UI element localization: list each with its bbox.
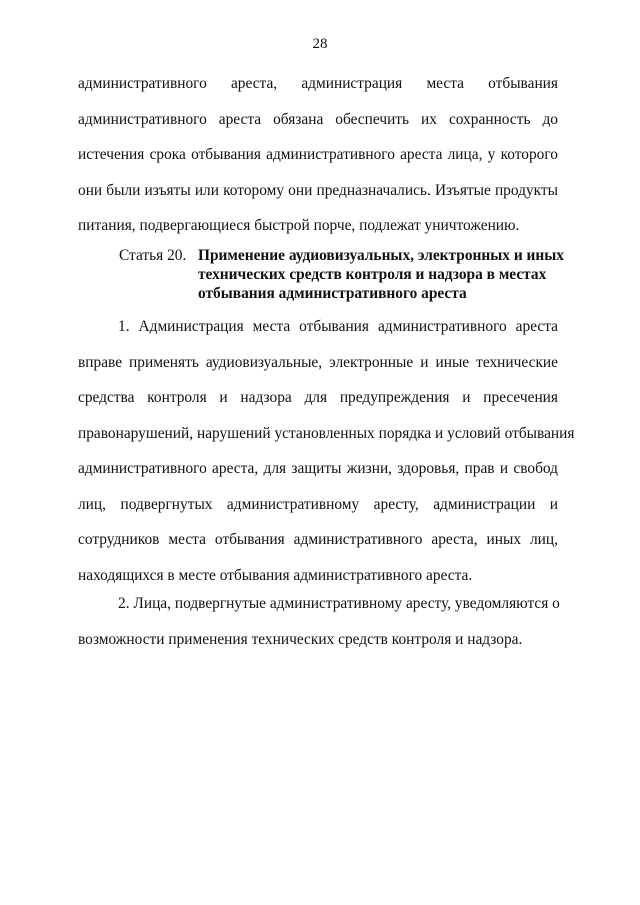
text-line: 1. Администрация места отбывания административного ареста (118, 318, 558, 335)
text-line: сотрудников места отбывания административного ареста, иных лиц, (78, 531, 558, 548)
text-line: лиц, подвергнутых административному аресту, администрации и (78, 495, 558, 513)
text-line: вправе применять аудиовизуальные, электронные и иные технические (78, 353, 558, 371)
item-1-paragraph (78, 309, 575, 593)
article-title-line: технических средств контроля и надзора в местах (198, 266, 547, 283)
page-number: 28 (312, 36, 328, 52)
text-line: питания, подвергающиеся быстрой порче, подлежат уничтожению. (78, 217, 520, 234)
item-2-paragraph (78, 586, 558, 657)
article-title-line: отбывания административного ареста (198, 285, 467, 302)
text-line: административного ареста, для защиты жизни, здоровья, прав и свобод (78, 460, 558, 477)
text-line: 2. Лица, подвергнутые административному аресту, уведомляются о (118, 595, 560, 612)
article-title-line: Применение аудиовизуальных, электронных и иных (198, 247, 565, 264)
article-label: Статья 20. (119, 247, 187, 264)
text-line: истечения срока отбывания административного ареста лица, у которого (78, 146, 558, 163)
intro-paragraph (78, 66, 558, 244)
text-line: административного ареста обязана обеспечить их сохранность до (78, 110, 558, 128)
text-line: правонарушений, нарушений установленных порядка и условий отбывания (78, 424, 575, 442)
text-line: средства контроля и надзора для предупреждения и пресечения (78, 389, 558, 406)
text-line: находящихся в месте отбывания административного ареста. (78, 566, 473, 584)
article-title (198, 246, 565, 303)
text-line: они были изъяты или которому они предназначались. Изъятые продукты (78, 181, 558, 199)
text-line: возможности применения технических средств контроля и надзора. (78, 630, 523, 648)
text-line: административного ареста, администрация места отбывания (78, 75, 558, 92)
